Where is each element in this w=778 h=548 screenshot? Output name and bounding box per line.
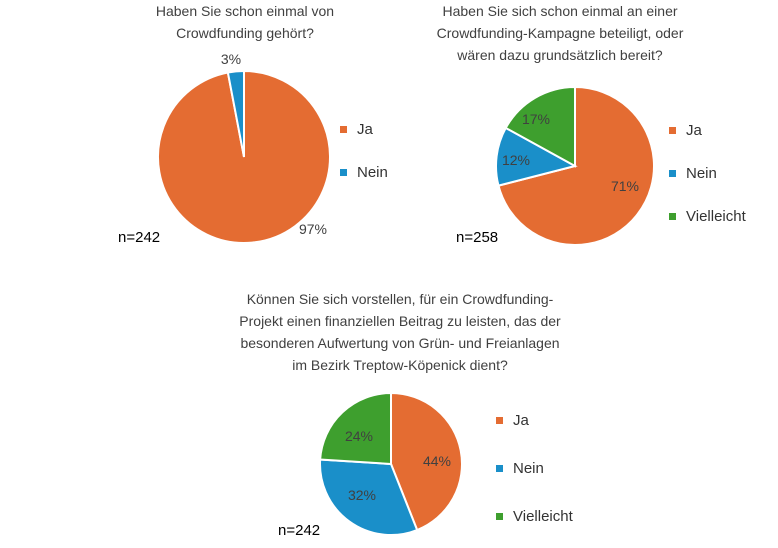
- legend-label-ja: Ja: [513, 412, 529, 429]
- chart-1-n-label: n=242: [118, 229, 161, 246]
- legend-item-vielleicht: [669, 208, 746, 225]
- chart-3-title-line: Projekt einen finanziellen Beitrag zu leisten, das der: [239, 313, 561, 329]
- legend-swatch-nein: [496, 465, 503, 472]
- legend-swatch-nein: [340, 169, 347, 176]
- data-label-nein: 12%: [501, 152, 531, 168]
- legend-swatch-ja: [340, 126, 347, 133]
- chart-1-pie: [0, 0, 390, 260]
- chart-2-title-line: wären dazu grundsätzlich bereit?: [457, 47, 663, 63]
- pie-chart-2: [390, 0, 778, 260]
- legend-label-nein: Nein: [686, 165, 717, 182]
- legend-swatch-nein: [669, 170, 676, 177]
- legend-label-ja: Ja: [686, 122, 702, 139]
- chart-3-title-line: im Bezirk Treptow-Köpenick dient?: [292, 357, 508, 373]
- chart-2-n-label: n=258: [456, 229, 499, 246]
- legend-swatch-ja: [496, 417, 503, 424]
- legend-item-ja: [496, 412, 529, 429]
- chart-3-title-line: Können Sie sich vorstellen, für ein Crowdfunding-: [246, 291, 554, 307]
- legend-label-vielleicht: Vielleicht: [686, 208, 746, 225]
- legend-item-vielleicht: [496, 508, 573, 525]
- legend-swatch-ja: [669, 127, 676, 134]
- pie-chart-1: [0, 0, 390, 260]
- chart-3-n-label: n=242: [278, 522, 321, 539]
- legend-item-nein: [669, 165, 717, 182]
- data-label-ja: 97%: [298, 221, 328, 237]
- chart-1-title-line: Haben Sie schon einmal von: [155, 3, 335, 19]
- data-label-vielleicht: 17%: [521, 111, 551, 127]
- data-label-nein: 3%: [220, 51, 242, 67]
- chart-2-title-line: Haben Sie sich schon einmal an einer: [442, 3, 678, 19]
- legend-label-nein: Nein: [357, 164, 388, 181]
- legend-swatch-vielleicht: [669, 213, 676, 220]
- data-label-ja: 71%: [610, 178, 640, 194]
- legend-swatch-vielleicht: [496, 513, 503, 520]
- chart-3-pie: [0, 284, 778, 548]
- chart-1-title-line: Crowdfunding gehört?: [176, 25, 314, 41]
- chart-2-title-line: Crowdfunding-Kampagne beteiligt, oder: [436, 25, 684, 41]
- legend-label-vielleicht: Vielleicht: [513, 508, 573, 525]
- legend-label-nein: Nein: [513, 460, 544, 477]
- legend-item-ja: [340, 121, 373, 138]
- legend-label-ja: Ja: [357, 121, 373, 138]
- data-label-vielleicht: 24%: [344, 428, 374, 444]
- chart-3-title-line: besonderen Aufwertung von Grün- und Freianlagen: [240, 335, 560, 351]
- data-label-nein: 32%: [347, 487, 377, 503]
- pie-chart-3: [0, 284, 778, 548]
- legend-item-nein: [496, 460, 544, 477]
- legend-item-nein: [340, 164, 388, 181]
- data-label-ja: 44%: [422, 453, 452, 469]
- legend-item-ja: [669, 122, 702, 139]
